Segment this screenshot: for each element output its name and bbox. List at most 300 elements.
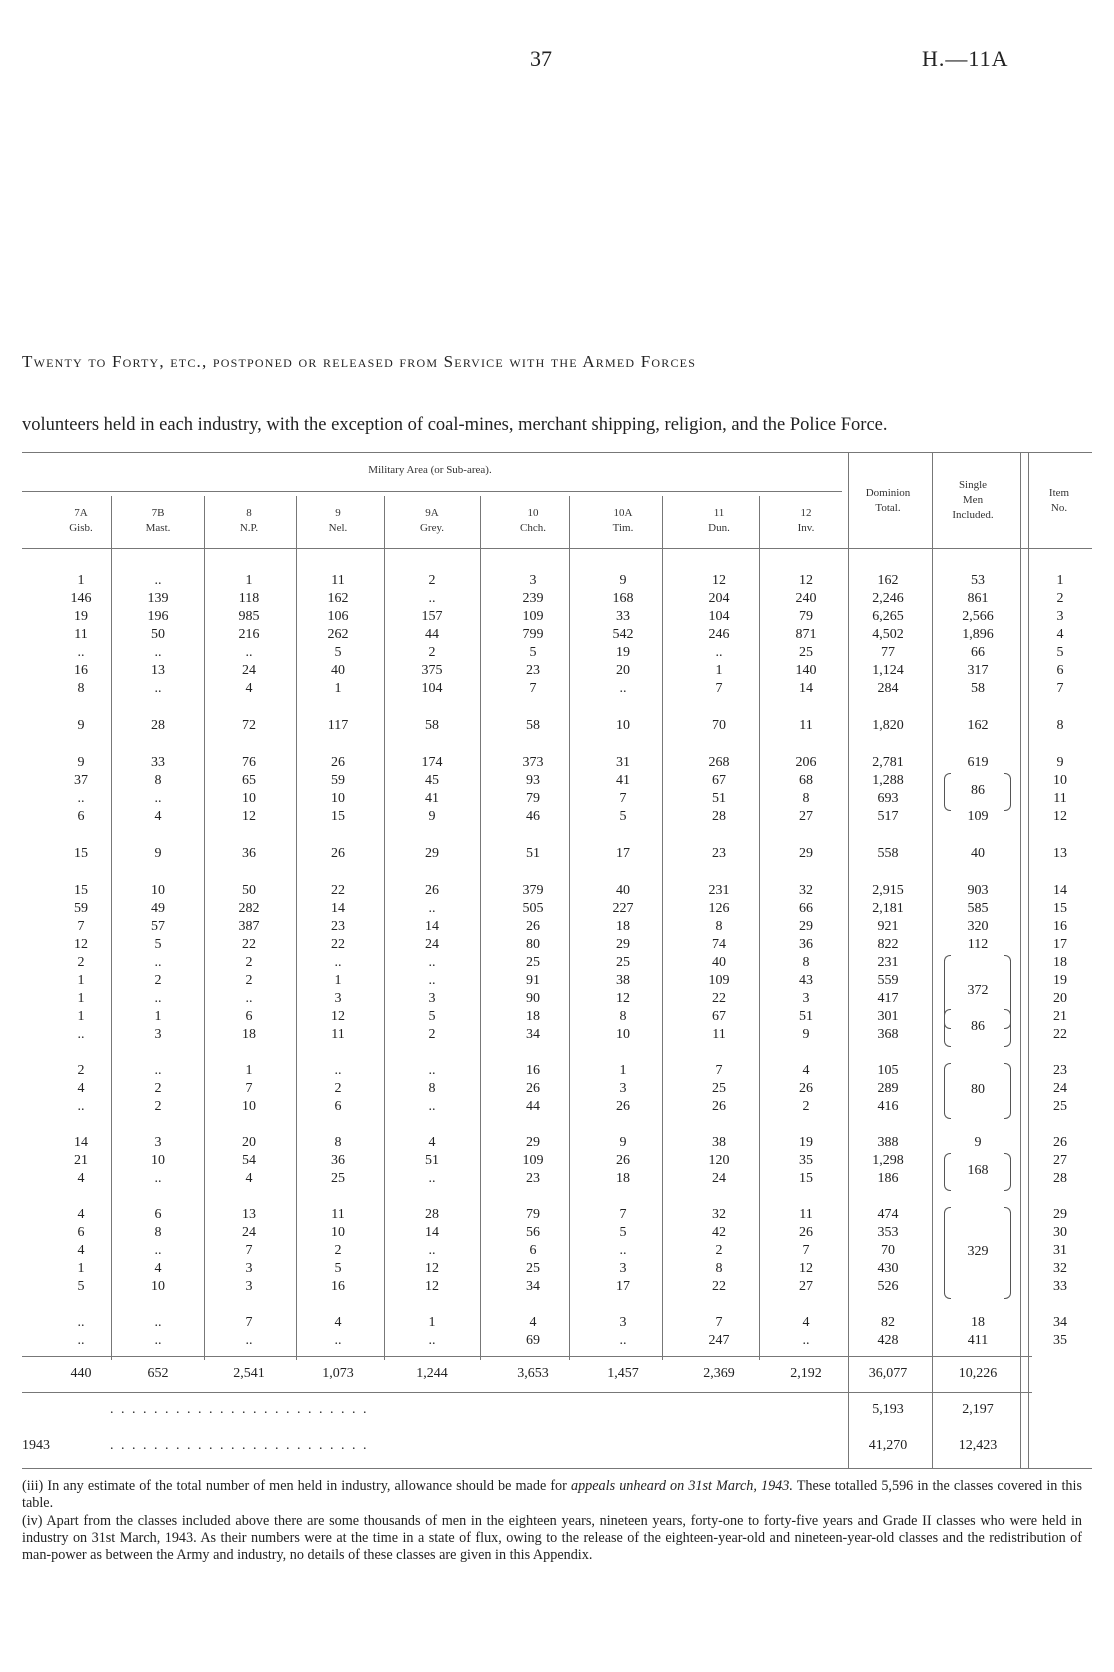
area-value-cell: 93: [526, 773, 540, 788]
area-value-cell: 29: [799, 919, 813, 934]
area-value-cell: 126: [708, 901, 730, 916]
area-value-cell: 29: [425, 846, 439, 861]
single-men-cell: 411: [967, 1333, 989, 1348]
single-men-cell: 40: [971, 846, 985, 861]
area-value-cell: 1: [245, 1063, 253, 1078]
summary-total-cell: 41,270: [868, 1438, 908, 1453]
area-value-cell: 13: [242, 1207, 256, 1222]
single-men-total-cell: 10,226: [958, 1366, 998, 1381]
area-value-cell: 58: [425, 718, 439, 733]
dominion-total-cell: 388: [877, 1135, 899, 1150]
area-value-cell: 28: [151, 718, 165, 733]
area-value-cell: ..: [77, 1027, 85, 1042]
area-value-cell: 26: [799, 1081, 813, 1096]
area-value-cell: 196: [147, 609, 169, 624]
area-value-cell: 20: [616, 663, 630, 678]
area-value-cell: ..: [245, 1333, 253, 1348]
dominion-total-cell: 2,915: [872, 883, 904, 898]
area-value-cell: ..: [154, 1243, 162, 1258]
area-value-cell: ..: [154, 573, 162, 588]
column-rule: [569, 496, 570, 1360]
area-value-cell: 36: [331, 1153, 345, 1168]
area-value-cell: 1: [334, 973, 342, 988]
area-value-cell: 9: [154, 846, 162, 861]
column-total-cell: 440: [70, 1366, 92, 1381]
area-value-cell: 25: [526, 955, 540, 970]
area-value-cell: 33: [151, 755, 165, 770]
area-value-cell: 40: [616, 883, 630, 898]
area-value-cell: ..: [428, 1099, 436, 1114]
area-value-cell: 12: [616, 991, 630, 1006]
area-value-cell: ..: [154, 791, 162, 806]
item-number-cell: 24: [1053, 1081, 1067, 1096]
area-value-cell: 26: [616, 1099, 630, 1114]
area-value-cell: 16: [74, 663, 88, 678]
area-value-cell: 4: [77, 1081, 85, 1096]
area-value-cell: ..: [619, 1333, 627, 1348]
area-value-cell: 4: [77, 1171, 85, 1186]
area-value-cell: 7: [715, 1315, 723, 1330]
area-value-cell: 13: [151, 663, 165, 678]
dominion-total-cell: 526: [877, 1279, 899, 1294]
area-value-cell: 28: [425, 1207, 439, 1222]
area-value-cell: 1: [77, 1009, 85, 1024]
area-value-cell: 91: [526, 973, 540, 988]
item-number-cell: 34: [1053, 1315, 1067, 1330]
item-number-cell: 20: [1053, 991, 1067, 1006]
item-number-cell: 11: [1053, 791, 1067, 806]
area-value-cell: 14: [74, 1135, 88, 1150]
area-value-cell: 2: [334, 1243, 342, 1258]
item-number-cell: 27: [1053, 1153, 1067, 1168]
area-value-cell: 11: [799, 1207, 813, 1222]
area-value-cell: 14: [425, 919, 439, 934]
area-value-cell: 5: [334, 645, 342, 660]
single-men-cell: 2,566: [962, 609, 994, 624]
area-value-cell: 18: [616, 919, 630, 934]
totals-top-rule: [22, 1356, 1032, 1357]
item-number-cell: 2: [1056, 591, 1064, 606]
area-value-cell: ..: [428, 973, 436, 988]
area-value-cell: 67: [712, 773, 726, 788]
item-number-cell: 12: [1053, 809, 1067, 824]
item-number-cell: 1: [1056, 573, 1064, 588]
area-value-cell: 18: [526, 1009, 540, 1024]
area-value-cell: 505: [522, 901, 544, 916]
area-value-cell: 387: [238, 919, 260, 934]
area-value-cell: 109: [522, 609, 544, 624]
column-rule: [296, 496, 297, 1360]
area-value-cell: 22: [712, 991, 726, 1006]
area-value-cell: 4: [77, 1207, 85, 1222]
area-value-cell: 79: [526, 791, 540, 806]
area-value-cell: 28: [712, 809, 726, 824]
brace-icon: [944, 1009, 951, 1047]
item-number-cell: 32: [1053, 1261, 1067, 1276]
document-code: H.—11A: [922, 46, 1009, 71]
single-men-cell: 903: [967, 883, 989, 898]
area-value-cell: 10: [151, 1153, 165, 1168]
area-value-cell: 7: [529, 681, 537, 696]
area-value-cell: 9: [77, 755, 85, 770]
area-value-cell: 4: [245, 681, 253, 696]
area-value-cell: 542: [612, 627, 634, 642]
single-men-cell: 109: [967, 809, 989, 824]
area-value-cell: 18: [616, 1171, 630, 1186]
column-total-cell: 1,073: [322, 1366, 354, 1381]
dominion-total-cell: 77: [881, 645, 895, 660]
area-value-cell: 15: [799, 1171, 813, 1186]
area-value-cell: 1: [245, 573, 253, 588]
area-value-cell: 51: [799, 1009, 813, 1024]
dominion-total-cell: 105: [877, 1063, 899, 1078]
totals-bottom-rule: [22, 1392, 1032, 1393]
area-value-cell: 5: [154, 937, 162, 952]
area-value-cell: 10: [151, 1279, 165, 1294]
area-value-cell: 66: [799, 901, 813, 916]
area-value-cell: 23: [712, 846, 726, 861]
area-column-header: 9A Grey.: [419, 507, 445, 534]
area-value-cell: 139: [147, 591, 169, 606]
column-total-cell: 2,541: [233, 1366, 265, 1381]
area-value-cell: ..: [334, 1063, 342, 1078]
area-value-cell: 8: [154, 1225, 162, 1240]
item-number-cell: 4: [1056, 627, 1064, 642]
item-number-cell: 25: [1053, 1099, 1067, 1114]
area-value-cell: 38: [712, 1135, 726, 1150]
area-column-header: 8 N.P.: [239, 507, 259, 534]
area-value-cell: 12: [74, 937, 88, 952]
area-value-cell: 2: [245, 955, 253, 970]
area-value-cell: 2: [334, 1081, 342, 1096]
area-value-cell: 34: [526, 1027, 540, 1042]
group-header-rule: [22, 491, 842, 492]
area-value-cell: ..: [428, 1063, 436, 1078]
column-rule: [384, 496, 385, 1360]
area-value-cell: 49: [151, 901, 165, 916]
area-value-cell: 29: [526, 1135, 540, 1150]
area-value-cell: 8: [802, 791, 810, 806]
area-value-cell: 70: [712, 718, 726, 733]
brace-icon: [944, 773, 951, 811]
table-bottom-rule: [22, 1468, 1092, 1469]
area-value-cell: ..: [245, 645, 253, 660]
area-value-cell: 247: [708, 1333, 730, 1348]
area-value-cell: 4: [245, 1171, 253, 1186]
area-value-cell: 19: [616, 645, 630, 660]
area-value-cell: 7: [245, 1081, 253, 1096]
area-value-cell: 7: [619, 791, 627, 806]
brace-icon: [1004, 1207, 1011, 1299]
column-rule: [759, 496, 760, 1360]
area-value-cell: 2: [154, 1099, 162, 1114]
area-value-cell: 50: [242, 883, 256, 898]
area-value-cell: 109: [708, 973, 730, 988]
item-number-cell: 7: [1056, 681, 1064, 696]
area-value-cell: 20: [242, 1135, 256, 1150]
area-value-cell: 7: [245, 1315, 253, 1330]
area-value-cell: 15: [74, 846, 88, 861]
column-rule: [662, 496, 663, 1360]
dominion-total-cell: 430: [877, 1261, 899, 1276]
area-value-cell: 8: [619, 1009, 627, 1024]
area-value-cell: 69: [526, 1333, 540, 1348]
area-value-cell: 41: [425, 791, 439, 806]
area-value-cell: 26: [712, 1099, 726, 1114]
area-value-cell: 4: [802, 1315, 810, 1330]
area-value-cell: 9: [802, 1027, 810, 1042]
area-value-cell: 56: [526, 1225, 540, 1240]
area-value-cell: 68: [799, 773, 813, 788]
area-value-cell: 59: [331, 773, 345, 788]
table-title: Twenty to Forty, etc., postponed or released from Service with the Armed Forces: [22, 352, 697, 371]
area-value-cell: 74: [712, 937, 726, 952]
area-value-cell: 50: [151, 627, 165, 642]
area-value-cell: 54: [242, 1153, 256, 1168]
area-value-cell: 90: [526, 991, 540, 1006]
area-value-cell: 29: [616, 937, 630, 952]
item-number-cell: 5: [1056, 645, 1064, 660]
area-value-cell: 5: [334, 1261, 342, 1276]
column-rule: [111, 496, 112, 1360]
area-value-cell: 7: [715, 1063, 723, 1078]
area-value-cell: 14: [799, 681, 813, 696]
area-value-cell: 118: [238, 591, 260, 606]
area-value-cell: 25: [799, 645, 813, 660]
area-value-cell: 27: [799, 809, 813, 824]
area-value-cell: 2: [428, 1027, 436, 1042]
area-value-cell: 246: [708, 627, 730, 642]
dominion-total-cell: 558: [877, 846, 899, 861]
item-number-cell: 33: [1053, 1279, 1067, 1294]
area-value-cell: 2: [154, 973, 162, 988]
dominion-total-cell: 1,288: [872, 773, 904, 788]
dominion-total-cell: 1,820: [872, 718, 904, 733]
dominion-total-cell: 70: [881, 1243, 895, 1258]
area-value-cell: 7: [245, 1243, 253, 1258]
area-value-cell: 26: [616, 1153, 630, 1168]
dominion-total-cell: 2,181: [872, 901, 904, 916]
dominion-total-cell: 368: [877, 1027, 899, 1042]
area-value-cell: 46: [526, 809, 540, 824]
leader-dots: . . . . . . . . . . . . . . . . . . . . . . . .: [110, 1438, 369, 1453]
area-value-cell: 5: [529, 645, 537, 660]
area-value-cell: ..: [245, 991, 253, 1006]
item-number-cell: 30: [1053, 1225, 1067, 1240]
item-number-cell: 31: [1053, 1243, 1067, 1258]
area-value-cell: 3: [154, 1135, 162, 1150]
item-number-cell: 8: [1056, 718, 1064, 733]
area-value-cell: 26: [799, 1225, 813, 1240]
item-number-cell: 35: [1053, 1333, 1067, 1348]
area-value-cell: 239: [522, 591, 544, 606]
area-value-cell: 26: [331, 846, 345, 861]
area-value-cell: 3: [529, 573, 537, 588]
area-value-cell: 206: [795, 755, 817, 770]
footnote-iv: (iv) Apart from the classes included above there are some thousands of men in the eighteen years, nineteen years, forty-one to forty-five years and Grade II classes who were held in industry on 31st March, 1943. As their numbers were at the time in a state of flux, owing to the release of the eighteen-year-old and nineteen-year-old classes and the redistribution of man-power as between the Army and industry, no details of these classes are given in this Appendix.: [22, 1513, 1082, 1563]
area-value-cell: 24: [712, 1171, 726, 1186]
area-value-cell: 1: [154, 1009, 162, 1024]
area-value-cell: 11: [74, 627, 88, 642]
area-value-cell: 26: [526, 919, 540, 934]
dominion-total-cell: 517: [877, 809, 899, 824]
dominion-total-cell: 416: [877, 1099, 899, 1114]
area-value-cell: 11: [799, 718, 813, 733]
area-value-cell: 12: [425, 1279, 439, 1294]
area-value-cell: ..: [154, 1333, 162, 1348]
dominion-total-cell: 231: [877, 955, 899, 970]
area-value-cell: 41: [616, 773, 630, 788]
column-rule: [480, 496, 481, 1360]
area-value-cell: 7: [77, 919, 85, 934]
area-value-cell: 5: [619, 1225, 627, 1240]
area-value-cell: 3: [802, 991, 810, 1006]
area-value-cell: 25: [712, 1081, 726, 1096]
area-value-cell: ..: [428, 955, 436, 970]
area-value-cell: 4: [428, 1135, 436, 1150]
single-men-cell: 9: [974, 1135, 982, 1150]
area-value-cell: 9: [619, 573, 627, 588]
area-value-cell: 1: [334, 681, 342, 696]
area-value-cell: 4: [154, 1261, 162, 1276]
area-value-cell: 43: [799, 973, 813, 988]
item-number-cell: 18: [1053, 955, 1067, 970]
area-value-cell: 6: [334, 1099, 342, 1114]
area-value-cell: ..: [77, 645, 85, 660]
area-value-cell: 6: [154, 1207, 162, 1222]
single-men-cell: 619: [967, 755, 989, 770]
area-value-cell: 146: [70, 591, 92, 606]
area-value-cell: 25: [616, 955, 630, 970]
area-value-cell: 17: [616, 1279, 630, 1294]
item-number-cell: 3: [1056, 609, 1064, 624]
group-header: Military Area (or Sub-area).: [368, 464, 492, 476]
brace-icon: [1004, 773, 1011, 811]
column-rule: [848, 452, 849, 1468]
area-value-cell: 19: [799, 1135, 813, 1150]
area-value-cell: 1: [715, 663, 723, 678]
grouped-single-men-cell: 372: [967, 983, 989, 998]
brace-icon: [1004, 1153, 1011, 1191]
area-value-cell: 10: [242, 791, 256, 806]
area-value-cell: 9: [77, 718, 85, 733]
area-value-cell: 9: [619, 1135, 627, 1150]
dominion-total-cell: 1,298: [872, 1153, 904, 1168]
area-value-cell: ..: [715, 645, 723, 660]
page-number: 37: [530, 46, 552, 71]
column-total-cell: 2,369: [703, 1366, 735, 1381]
area-value-cell: 240: [795, 591, 817, 606]
item-number-cell: 13: [1053, 846, 1067, 861]
area-value-cell: 27: [799, 1279, 813, 1294]
area-value-cell: 799: [522, 627, 544, 642]
area-value-cell: 8: [802, 955, 810, 970]
area-column-header: 10 Chch.: [520, 507, 546, 534]
area-value-cell: 15: [74, 883, 88, 898]
area-value-cell: ..: [619, 681, 627, 696]
item-number-cell: 26: [1053, 1135, 1067, 1150]
area-value-cell: 33: [616, 609, 630, 624]
area-column-header: 12 Inv.: [797, 507, 815, 534]
area-value-cell: 76: [242, 755, 256, 770]
column-total-cell: 1,457: [607, 1366, 639, 1381]
area-value-cell: 26: [425, 883, 439, 898]
area-value-cell: 11: [331, 1027, 345, 1042]
area-value-cell: 231: [708, 883, 730, 898]
item-number-cell: 9: [1056, 755, 1064, 770]
single-men-cell: 585: [967, 901, 989, 916]
area-value-cell: 22: [242, 937, 256, 952]
dominion-total-cell: 822: [877, 937, 899, 952]
area-value-cell: 80: [526, 937, 540, 952]
dominion-total-cell: 4,502: [872, 627, 904, 642]
area-value-cell: 4: [77, 1243, 85, 1258]
area-value-cell: 7: [802, 1243, 810, 1258]
area-value-cell: 59: [74, 901, 88, 916]
area-value-cell: 8: [334, 1135, 342, 1150]
area-value-cell: 22: [331, 937, 345, 952]
area-value-cell: 2: [428, 573, 436, 588]
item-number-cell: 17: [1053, 937, 1067, 952]
area-value-cell: 4: [529, 1315, 537, 1330]
area-value-cell: 8: [77, 681, 85, 696]
area-value-cell: 3: [334, 991, 342, 1006]
dominion-total-cell: 693: [877, 791, 899, 806]
area-value-cell: ..: [428, 1171, 436, 1186]
brace-icon: [944, 1153, 951, 1191]
single-men-cell: 861: [967, 591, 989, 606]
area-value-cell: 24: [425, 937, 439, 952]
area-value-cell: 40: [331, 663, 345, 678]
area-value-cell: 2: [245, 973, 253, 988]
area-value-cell: 32: [799, 883, 813, 898]
area-value-cell: 67: [712, 1009, 726, 1024]
area-value-cell: 79: [526, 1207, 540, 1222]
area-value-cell: 58: [526, 718, 540, 733]
area-value-cell: 5: [619, 809, 627, 824]
area-value-cell: 104: [708, 609, 730, 624]
area-value-cell: 32: [712, 1207, 726, 1222]
dominion-total-cell: 474: [877, 1207, 899, 1222]
dominion-total-cell: 6,265: [872, 609, 904, 624]
area-value-cell: 6: [77, 809, 85, 824]
grouped-single-men-cell: 86: [971, 783, 985, 798]
item-number-cell: 15: [1053, 901, 1067, 916]
dominion-total-cell: 186: [877, 1171, 899, 1186]
area-value-cell: ..: [428, 1333, 436, 1348]
area-value-cell: 104: [421, 681, 443, 696]
area-value-cell: ..: [428, 591, 436, 606]
area-value-cell: 6: [245, 1009, 253, 1024]
area-value-cell: 140: [795, 663, 817, 678]
column-rule: [932, 452, 933, 1468]
area-value-cell: 72: [242, 718, 256, 733]
area-value-cell: ..: [77, 1315, 85, 1330]
area-value-cell: 15: [331, 809, 345, 824]
area-value-cell: 10: [151, 883, 165, 898]
area-value-cell: 985: [238, 609, 260, 624]
area-column-header: 10A Tim.: [612, 507, 634, 534]
single-men-cell: 66: [971, 645, 985, 660]
table-intro-text: volunteers held in each industry, with the exception of coal-mines, merchant shipping, religion, and the Police Force.: [22, 415, 888, 435]
dominion-total-cell: 82: [881, 1315, 895, 1330]
area-value-cell: 120: [708, 1153, 730, 1168]
area-value-cell: 5: [77, 1279, 85, 1294]
brace-icon: [1004, 1063, 1011, 1119]
item-number-cell: 6: [1056, 663, 1064, 678]
area-value-cell: 4: [802, 1063, 810, 1078]
item-number-cell: 21: [1053, 1009, 1067, 1024]
